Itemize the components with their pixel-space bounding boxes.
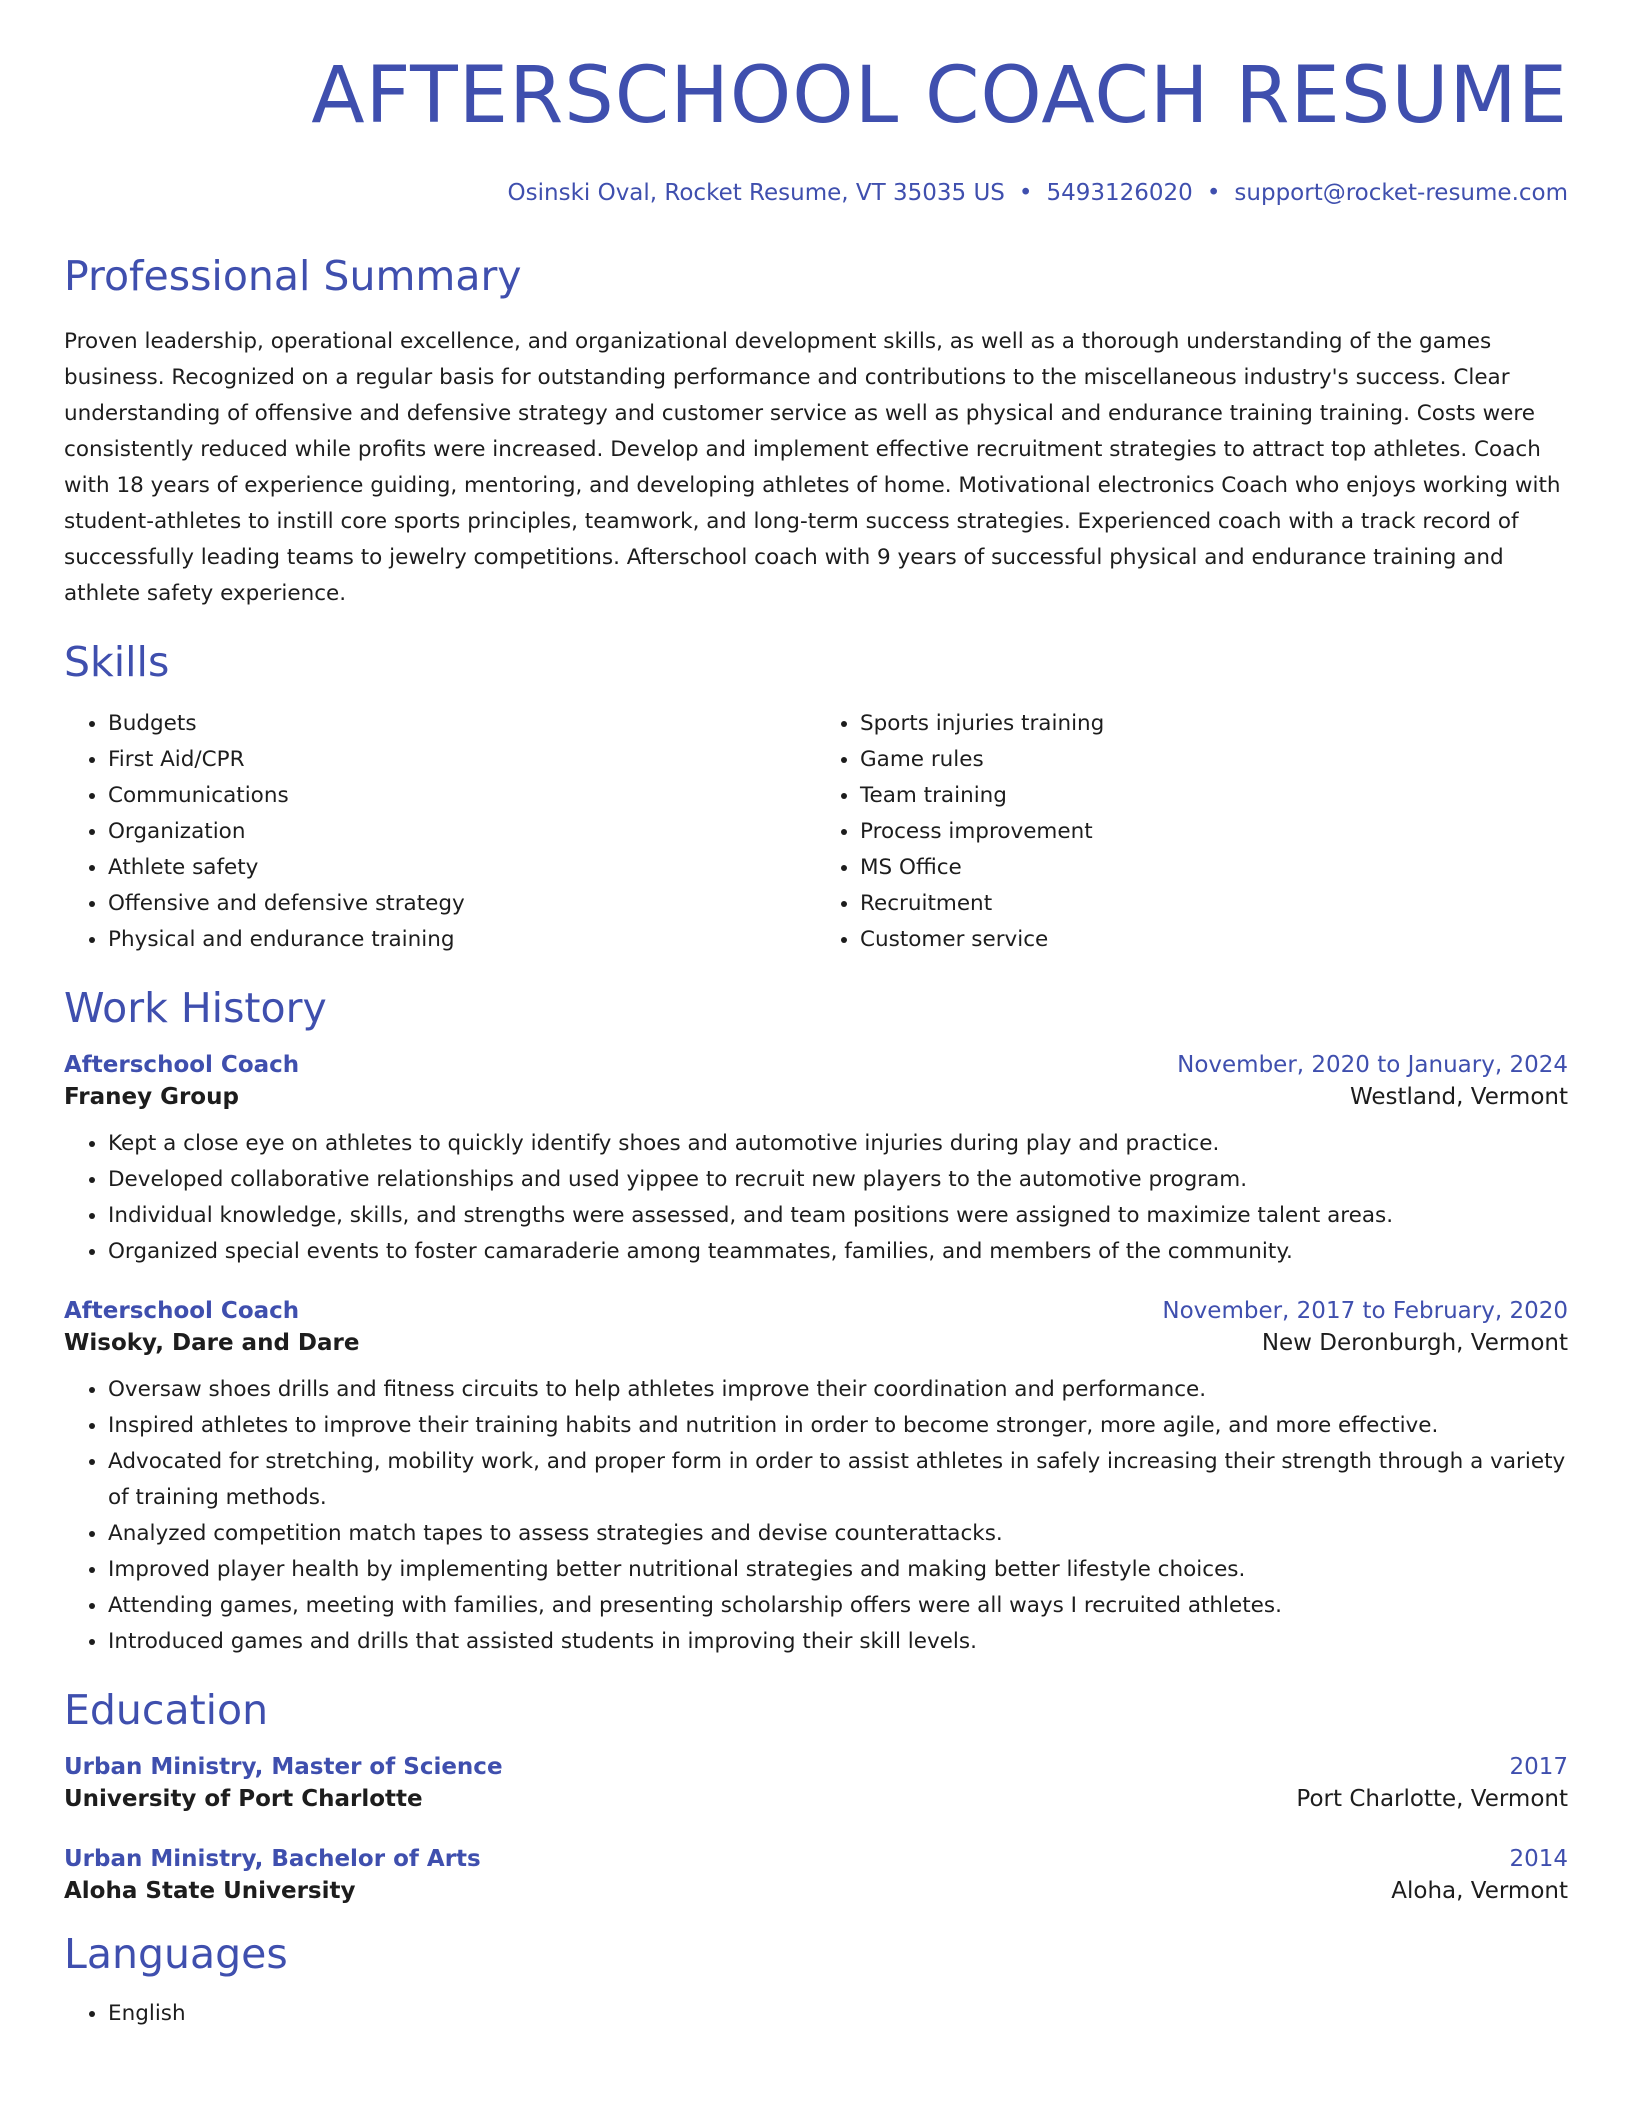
job-entry <box>64 1052 1568 1270</box>
languages-list <box>64 1996 1568 2032</box>
contact-address: Osinski Oval, Rocket Resume, VT 35035 US <box>507 179 1005 206</box>
contact-line <box>64 180 1568 206</box>
skill-item: • Athlete safety <box>108 850 816 886</box>
job-bullets <box>64 1372 1568 1660</box>
summary-section <box>64 252 1568 612</box>
job-bullet: • Developed collaborative relationships and used yippee to recruit new players to the automotive program. <box>108 1162 1568 1198</box>
skill-item: • Physical and endurance training <box>108 922 816 958</box>
education-degree: Urban Ministry, Bachelor of Arts <box>64 1845 481 1872</box>
job-dates: November, 2017 to February, 2020 <box>1162 1297 1568 1324</box>
education-year: 2017 <box>1509 1753 1568 1780</box>
education-school: University of Port Charlotte <box>64 1785 423 1812</box>
job-location: Westland, Vermont <box>1349 1083 1568 1110</box>
job-company: Wisoky, Dare and Dare <box>64 1329 360 1356</box>
education-school: Aloha State University <box>64 1877 356 1904</box>
job-bullet: • Inspired athletes to improve their training habits and nutrition in order to become stronger, more agile, and more effective. <box>108 1408 1568 1444</box>
job-bullet: • Analyzed competition match tapes to assess strategies and devise counterattacks. <box>108 1516 1568 1552</box>
education-section <box>64 1686 1568 1904</box>
work-history-heading: Work History <box>64 983 327 1032</box>
contact-email: support@rocket-resume.com <box>1234 179 1568 206</box>
job-bullet: • Kept a close eye on athletes to quickly identify shoes and automotive injuries during play and practice. <box>108 1126 1568 1162</box>
skills-list-right <box>816 706 1568 958</box>
skill-item: • Organization <box>108 814 816 850</box>
job-dates: November, 2020 to January, 2024 <box>1177 1051 1568 1078</box>
contact-phone: 5493126020 <box>1046 179 1193 206</box>
skills-section <box>64 638 1568 958</box>
skills-list-left <box>64 706 816 958</box>
resume-header <box>64 0 1568 206</box>
education-year: 2014 <box>1509 1845 1568 1872</box>
education-header-row <box>64 1754 1568 1780</box>
summary-heading: Professional Summary <box>64 251 522 300</box>
skill-item: • Customer service <box>860 922 1568 958</box>
skill-item: • Process improvement <box>860 814 1568 850</box>
education-school-row <box>64 1786 1568 1812</box>
education-location: Aloha, Vermont <box>1391 1877 1568 1904</box>
skill-item: • Recruitment <box>860 886 1568 922</box>
job-bullet: • Introduced games and drills that assisted students in improving their skill levels. <box>108 1624 1568 1660</box>
job-bullet: • Attending games, meeting with families, and presenting scholarship offers were all ways I recruited athletes. <box>108 1588 1568 1624</box>
job-header-row <box>64 1052 1568 1078</box>
summary-text: Proven leadership, operational excellence, and organizational development skills, as well as a thorough understanding of the games business. Recognized on a regular basis for outstanding performance and contributions to the miscellaneous industry's success. Clear understanding of offensive and defensive strategy and customer service as well as physical and endurance training training. Costs were consistently reduced while profits were increased. Develop and implement effective recruitment strategies to attract top athletes. Coach with 18 years of experience guiding, mentoring, and developing athletes of home. Motivational electronics Coach who enjoys working with student-athletes to instill core sports principles, teamwork, and long-term success strategies. Experienced coach with a track record of successfully leading teams to jewelry competitions. Afterschool coach with 9 years of successful physical and endurance training and athlete safety experience. <box>64 328 1561 606</box>
education-location: Port Charlotte, Vermont <box>1296 1785 1568 1812</box>
job-bullet: • Advocated for stretching, mobility work, and proper form in order to assist athletes in safely increasing their strength through a variety of training methods. <box>108 1444 1568 1516</box>
job-company: Franey Group <box>64 1083 239 1110</box>
education-header-row <box>64 1846 1568 1872</box>
work-history-section <box>64 984 1568 1660</box>
skill-item: • Budgets <box>108 706 816 742</box>
skills-columns <box>64 706 1568 958</box>
job-header-row <box>64 1298 1568 1324</box>
skill-item: • MS Office <box>860 850 1568 886</box>
education-degree: Urban Ministry, Master of Science <box>64 1753 503 1780</box>
job-role: Afterschool Coach <box>64 1297 300 1324</box>
contact-separator: • <box>1206 179 1221 206</box>
education-school-row <box>64 1878 1568 1904</box>
languages-section <box>64 1930 1568 2032</box>
skill-item: • Offensive and defensive strategy <box>108 886 816 922</box>
education-heading: Education <box>64 1685 269 1734</box>
job-entry <box>64 1298 1568 1660</box>
education-entry <box>64 1846 1568 1904</box>
job-bullets <box>64 1126 1568 1270</box>
skills-heading: Skills <box>64 637 170 686</box>
education-entry <box>64 1754 1568 1812</box>
skill-item: • First Aid/CPR <box>108 742 816 778</box>
job-bullet: • Oversaw shoes drills and fitness circuits to help athletes improve their coordination and performance. <box>108 1372 1568 1408</box>
skill-item: • Communications <box>108 778 816 814</box>
contact-separator: • <box>1018 179 1033 206</box>
job-location: New Deronburgh, Vermont <box>1261 1329 1568 1356</box>
job-company-row <box>64 1084 1568 1110</box>
language-item: • English <box>108 1996 1568 2032</box>
skill-item: • Sports injuries training <box>860 706 1568 742</box>
job-company-row <box>64 1330 1568 1356</box>
job-bullet: • Improved player health by implementing better nutritional strategies and making better lifestyle choices. <box>108 1552 1568 1588</box>
job-role: Afterschool Coach <box>64 1051 300 1078</box>
job-bullet: • Organized special events to foster camaraderie among teammates, families, and members of the community. <box>108 1234 1568 1270</box>
job-bullet: • Individual knowledge, skills, and strengths were assessed, and team positions were assigned to maximize talent areas. <box>108 1198 1568 1234</box>
skill-item: • Game rules <box>860 742 1568 778</box>
languages-heading: Languages <box>64 1929 288 1978</box>
resume-title: AFTERSCHOOL COACH RESUME <box>311 51 1568 141</box>
skill-item: • Team training <box>860 778 1568 814</box>
